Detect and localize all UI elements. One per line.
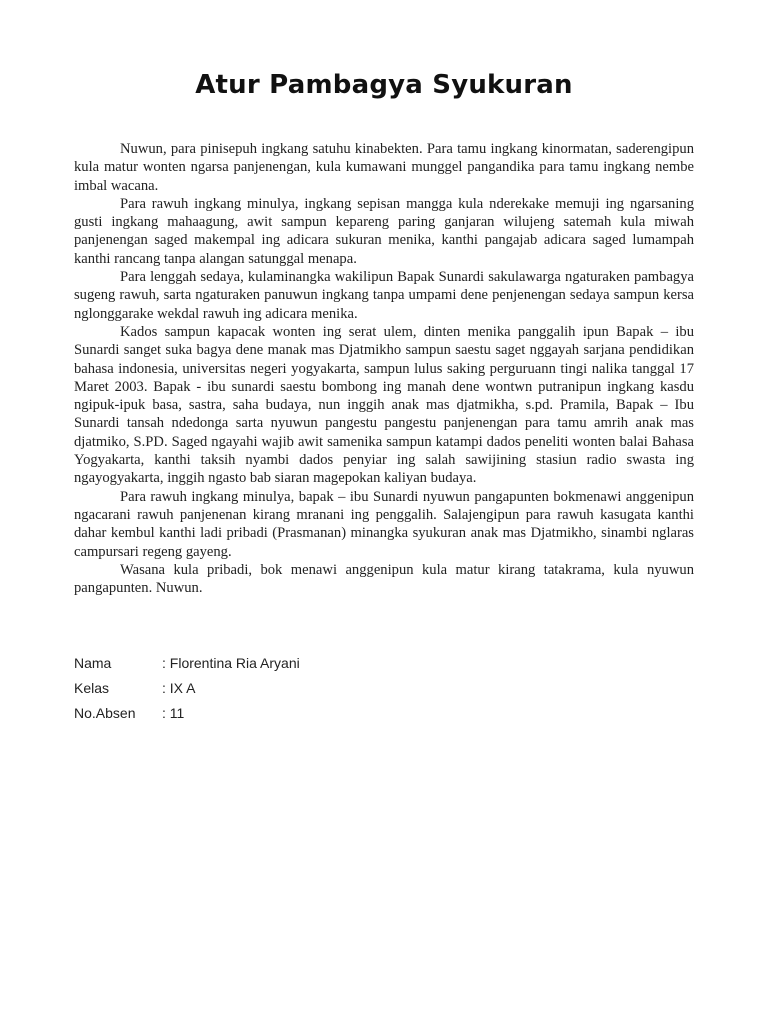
info-label: Nama bbox=[74, 655, 112, 671]
student-info bbox=[74, 654, 300, 729]
info-row-name bbox=[74, 654, 300, 679]
info-value: : Florentina Ria Aryani bbox=[162, 655, 300, 671]
info-label: No.Absen bbox=[74, 705, 136, 721]
info-label: Kelas bbox=[74, 680, 110, 696]
paragraph-closing: Wasana kula pribadi, bok menawi anggenipun kula matur kirang tatakrama, kula nyuwun pangapunten. Nuwun. bbox=[74, 561, 694, 597]
info-row-class bbox=[74, 679, 300, 704]
info-value: : IX A bbox=[162, 680, 196, 696]
document-body bbox=[74, 140, 694, 597]
document-title: Atur Pambagya Syukuran bbox=[195, 70, 573, 100]
paragraph-opening: Nuwun, para pinisepuh ingkang satuhu kinabekten. Para tamu ingkang kinormatan, saderengipun kula matur wonten ngarsa panjenengan, kula kumawani munggel pangandika para tamu ingkang nembe imbal wacana. bbox=[74, 141, 694, 194]
paragraph-apology-meal: Para rawuh ingkang minulya, bapak – ibu Sunardi nyuwun pangapunten bokmenawi anggenipun ngacarani rawuh panjenenan kirang mranani ing penggalih. Salajengipun para rawuh kasugata kanthi dahar kembul kanthi ladi pribadi (Prasmanan) minangka syukuran anak mas Djatmikho, sinambi nglaras campursari regeng gayeng. bbox=[74, 488, 694, 560]
paragraph-gratitude: Para rawuh ingkang minulya, ingkang sepisan mangga kula nderekake memuji ing ngarsaning gusti ingkang mahaagung, awit sampun kepareng paring ganjaran wilujeng satemah kula miwah panjenengan saged makempal ing adicara sukuran menika, kanthi pangajab adicara saged lumampah kanthi rancang tanpa alangan satunggal menapa. bbox=[74, 195, 694, 267]
paragraph-welcome: Para lenggah sedaya, kulaminangka wakilipun Bapak Sunardi sakulawarga ngaturaken pambagya sugeng rawuh, sarta ngaturaken panuwun ingkang tanpa umpami dene penjenengan sedaya sampun kersa nglonggarake wekdal rawuh ing adicara menika. bbox=[74, 269, 694, 322]
info-value: : 11 bbox=[162, 705, 185, 721]
paragraph-announcement: Kados sampun kapacak wonten ing serat ulem, dinten menika panggalih ipun Bapak – ibu Sunardi sanget suka bagya dene manak mas Djatmikho sampun saestu saget nggayah sarjana pendidikan bahasa indonesia, universitas negeri yogyakarta, sampun lulus saking perguruann tingi nalika tanggal 17 Maret 2003. Bapak - ibu sunardi saestu bombong ing manah dene wontwn putranipun ingkang kasdu ngipuk-ipuk basa, sastra, saha budaya, nun inggih anak mas djatmikha, s.pd. Pramila, Bapak – Ibu Sunardi tansah ndedonga sarta nyuwun pangestu pangestu panjenengan para tamu amrih anak mas djatmiko, S.PD. Saged ngayahi wajib awit samenika sampun katampi dados peneliti wonten balai Bahasa Yogyakarta, kanthi taksih nyambi dados penyiar ing salah sawijining stasiun radio swasta ing ngayogyakarta, inggih ngasto bab siaran magepokan kaliyan budaya. bbox=[74, 323, 694, 487]
info-row-absence-number bbox=[74, 704, 300, 729]
